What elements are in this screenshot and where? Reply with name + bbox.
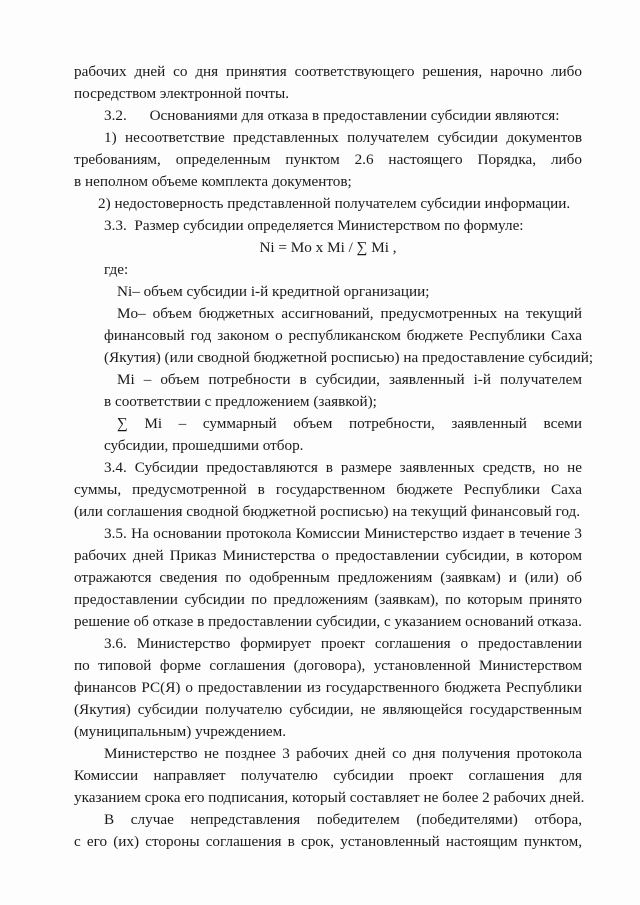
text-line: 1) несоответствие представленных получателем субсидии документов: [104, 129, 582, 146]
text-line: 3.5. На основании протокола Комиссии Министерство издает в течение 3: [104, 525, 582, 542]
text-line: 2) недостоверность представленной получателем субсидии информации.: [98, 195, 571, 212]
text-line: 3.4. Субсидии предоставляются в размере заявленных средств, но не: [104, 459, 582, 476]
text-line: (Якутия) (или сводной бюджетной росписью) на предоставление субсидий;: [104, 349, 594, 366]
formula: Ni = Mo x Mi / ∑ Mi ,: [259, 239, 397, 256]
text-line: требованиям, определенным пунктом 2.6 настоящего Порядка, либо: [74, 151, 582, 168]
text-line: 3.2. Основаниями для отказа в предоставлении субсидии являются:: [104, 107, 560, 124]
text-line: Mo– объем бюджетных ассигнований, предусмотренных на текущий: [117, 305, 582, 322]
text-line: предоставлении субсидии по предложениям (заявкам), по которым принято: [74, 591, 582, 608]
text-line: (муниципальным) учреждением.: [74, 723, 287, 740]
text-line: указанием срока его подписания, который составляет не более 2 рабочих дней.: [74, 789, 585, 806]
text-line: ∑ Mi – суммарный объем потребности, заявленный всеми: [117, 415, 582, 432]
text-line: рабочих дней со дня принятия соответствующего решения, нарочно либо: [74, 63, 582, 80]
text-line: финансов РС(Я) о предоставлении из государственного бюджета Республики: [74, 679, 582, 696]
text-line: 3.6. Министерство формирует проект соглашения о предоставлении: [104, 635, 582, 652]
text-line: в соответствии с предложением (заявкой);: [104, 393, 377, 410]
text-line: финансовый год законом о республиканском бюджете Республики Саха: [104, 327, 582, 344]
text-line: с его (их) стороны соглашения в срок, установленный настоящим пунктом,: [74, 833, 582, 850]
text-line: решение об отказе в предоставлении субсидии, с указанием оснований отказа.: [74, 613, 582, 630]
text-line: Mi – объем потребности в субсидии, заявленный i-й получателем: [117, 371, 582, 388]
text-line: рабочих дней Приказ Министерства о предоставлении субсидии, в котором: [74, 547, 582, 564]
text-line: посредством электронной почты.: [74, 85, 289, 102]
text-line: (или соглашения сводной бюджетной росписью) на текущий финансовый год.: [74, 503, 581, 520]
text-line: Комиссии направляет получателю субсидии проект соглашения для: [74, 767, 582, 784]
text-line: субсидии, прошедшими отбор.: [104, 437, 304, 454]
text-line: отражаются сведения по одобренным предложениям (заявкам) и (или) об: [74, 569, 582, 586]
text-line: суммы, предусмотренной в государственном бюджете Республики Саха: [74, 481, 582, 498]
text-line: по типовой форме соглашения (договора), установленной Министерством: [74, 657, 582, 674]
text-line: 3.3. Размер субсидии определяется Министерством по формуле:: [104, 217, 524, 234]
text-line: Министерство не позднее 3 рабочих дней со дня получения протокола: [104, 745, 582, 762]
text-line: где:: [104, 261, 129, 278]
text-line: В случае непредставления победителем (победителями) отбора,: [104, 811, 582, 828]
text-line: в неполном объеме комплекта документов;: [74, 173, 352, 190]
text-line: Ni– объем субсидии i-й кредитной организации;: [117, 283, 430, 300]
text-line: (Якутия) субсидии получателю субсидии, не являющейся государственным: [74, 701, 582, 718]
